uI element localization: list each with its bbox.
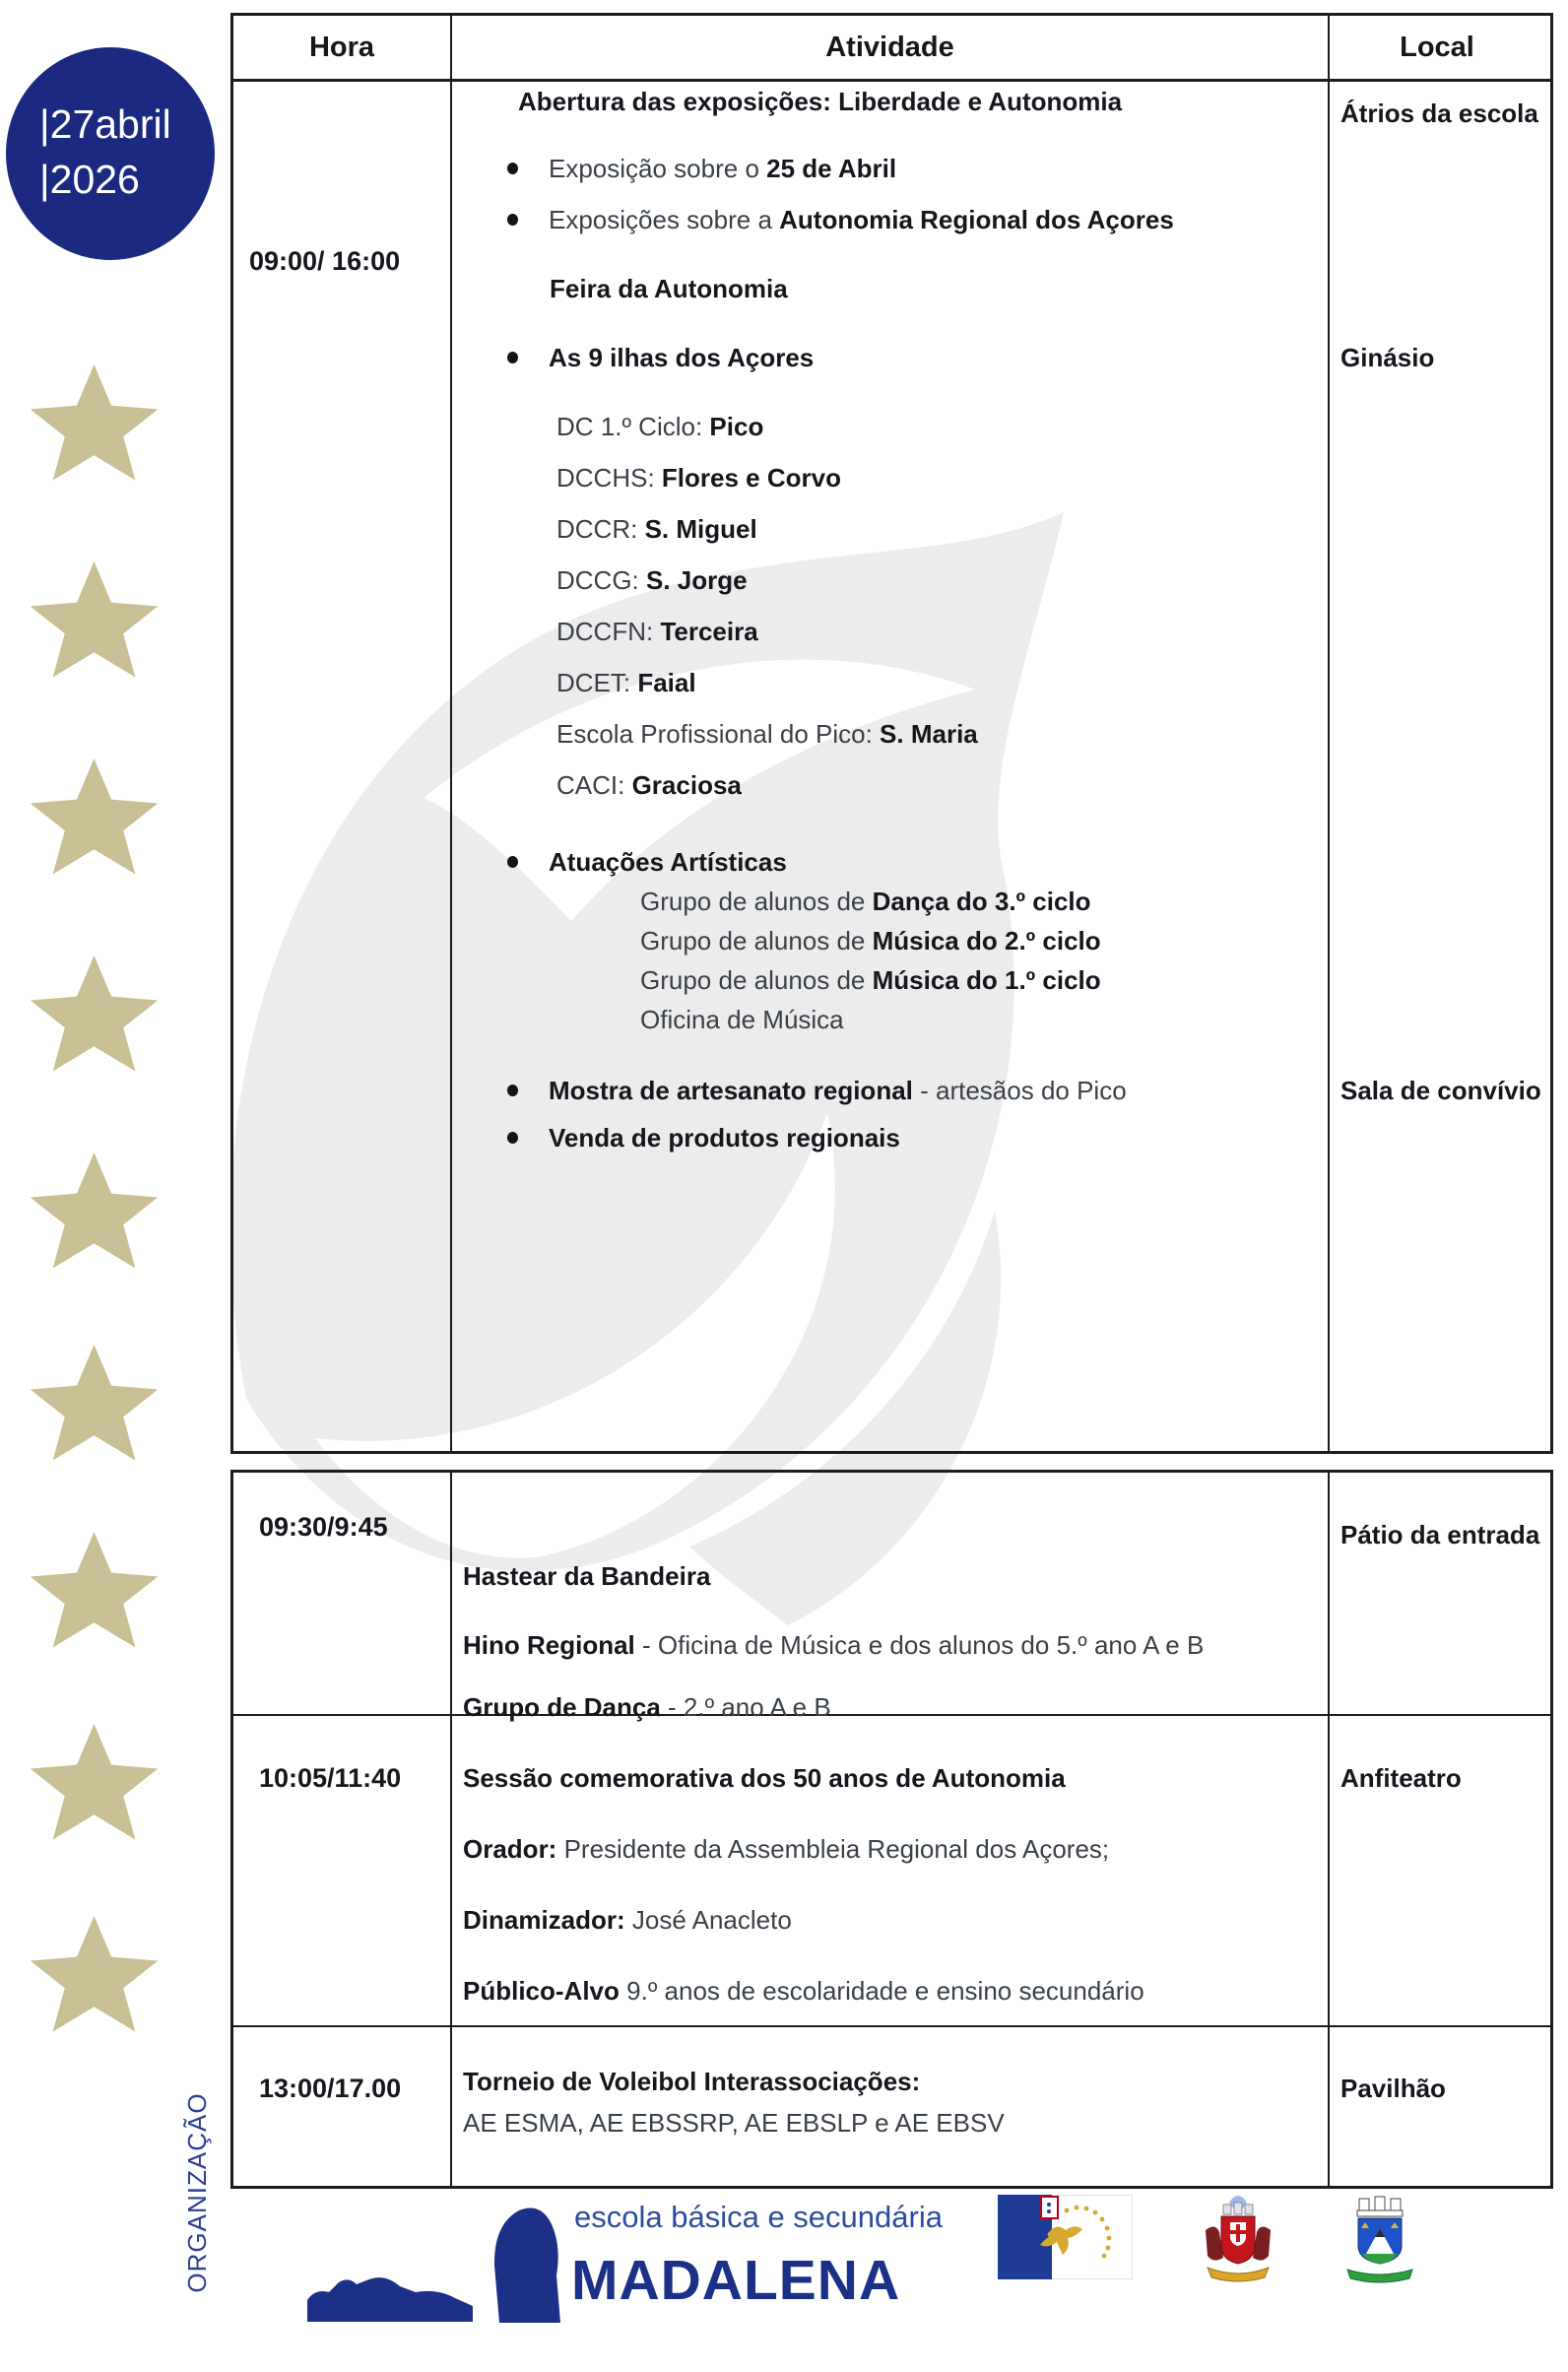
session4-time: 13:00/17.00 [259, 2074, 402, 2103]
activity-torneio-equipas: AE ESMA, AE EBSSRP, AE EBSLP e AE EBSV [463, 2108, 1005, 2138]
header-hora: Hora [308, 32, 375, 63]
star-icon [28, 1153, 161, 1271]
activity-grupo-musica1: Grupo de alunos de Música do 1.º ciclo [640, 965, 1101, 995]
school-name: MADALENA [571, 2249, 901, 2312]
header-atividade: Atividade [825, 32, 954, 63]
bullet-icon [507, 214, 518, 226]
activity-venda-produtos: Venda de produtos regionais [507, 1123, 900, 1153]
local-atrios: Átrios da escola [1340, 99, 1538, 128]
row-divider [233, 1714, 1550, 1716]
column-divider [1328, 1473, 1330, 2186]
header-divider [233, 79, 1550, 82]
star-icon [28, 561, 161, 680]
activity-torneio-voleibol: Torneio de Voleibol Interassociações: [463, 2067, 921, 2096]
madalena-municipality-coat-of-arms [1200, 2189, 1276, 2283]
activity-grupo-danca3: Grupo de alunos de Dança do 3.º ciclo [640, 887, 1091, 916]
activity-expo-25abril: Exposição sobre o 25 de Abril [507, 154, 896, 184]
star-icon [28, 1345, 161, 1463]
star-icon [28, 1532, 161, 1650]
star-icon [28, 1724, 161, 1842]
activity-dccfn: DCCFN: Terceira [556, 617, 758, 646]
local-sala: Sala de convívio [1340, 1076, 1541, 1105]
activity-caci: CACI: Graciosa [556, 770, 742, 800]
school-logo-island-icon [305, 2261, 475, 2322]
column-divider [450, 1473, 452, 2186]
local-patio: Pátio da entrada [1340, 1520, 1540, 1549]
activity-dcchs: DCCHS: Flores e Corvo [556, 463, 841, 493]
date-year: |2026 [39, 157, 140, 202]
activity-dccr: DCCR: S. Miguel [556, 514, 757, 544]
activity-escola-profissional: Escola Profissional do Pico: S. Maria [556, 719, 978, 749]
activity-grupo-danca: Grupo de Dança - 2.º ano A e B [463, 1692, 831, 1722]
star-icon [28, 758, 161, 877]
parish-coat-of-arms [1338, 2189, 1422, 2283]
session3-time: 10:05/11:40 [259, 1763, 402, 1793]
local-pavilhao: Pavilhão [1340, 2074, 1446, 2103]
activity-publico-alvo: Público-Alvo 9.º anos de escolaridade e ensino secundário [463, 1976, 1144, 2006]
activity-mostra-artesanato: Mostra de artesanato regional - artesãos do Pico [507, 1076, 1127, 1106]
activity-sessao-comemorativa: Sessão comemorativa dos 50 anos de Autonomia [463, 1763, 1066, 1793]
date-badge [6, 47, 215, 260]
activity-atuacoes: Atuações Artísticas [507, 847, 787, 878]
bullet-icon [507, 352, 518, 363]
header-local: Local [1400, 32, 1474, 63]
activity-feira: Feira da Autonomia [550, 274, 788, 303]
school-logo-monolith-icon [488, 2205, 566, 2323]
schedule-table-afternoon [230, 1470, 1553, 2189]
activity-hastear-bandeira: Hastear da Bandeira [463, 1561, 711, 1591]
column-divider [450, 16, 452, 1451]
local-anfiteatro: Anfiteatro [1340, 1763, 1462, 1793]
date-day: |27abril [39, 101, 171, 147]
bullet-icon [507, 1132, 518, 1144]
session2-time: 09:30/9:45 [259, 1512, 388, 1542]
organization-label: ORGANIZAÇÃO [182, 2092, 212, 2293]
activity-dinamizador: Dinamizador: José Anacleto [463, 1905, 792, 1935]
star-icon [28, 364, 161, 483]
activity-expo-autonomia: Exposições sobre a Autonomia Regional dos Açores [507, 205, 1174, 235]
star-icon [28, 955, 161, 1074]
activity-hino-regional: Hino Regional - Oficina de Música e dos alunos do 5.º ano A e B [463, 1630, 1205, 1660]
activity-dcet: DCET: Faial [556, 668, 696, 697]
bullet-icon [507, 163, 518, 174]
school-subtitle: escola básica e secundária [574, 2200, 943, 2234]
activity-9-ilhas: As 9 ilhas dos Açores [507, 343, 814, 373]
column-divider [1328, 16, 1330, 1451]
activity-title: Abertura das exposições: Liberdade e Autonomia [518, 87, 1123, 116]
activity-dccg: DCCG: S. Jorge [556, 565, 748, 595]
bullet-icon [507, 856, 518, 868]
session1-time: 09:00/ 16:00 [249, 246, 401, 276]
activity-orador: Orador: Presidente da Assembleia Regional dos Açores; [463, 1834, 1110, 1864]
star-icon [28, 1916, 161, 2034]
bullet-icon [507, 1085, 518, 1096]
activity-grupo-musica2: Grupo de alunos de Música do 2.º ciclo [640, 926, 1101, 955]
activity-dc-pico: DC 1.º Ciclo: Pico [556, 412, 764, 441]
activity-oficina-musica: Oficina de Música [640, 1005, 844, 1034]
local-ginasio: Ginásio [1340, 343, 1435, 372]
row-divider [233, 2025, 1550, 2027]
azores-flag [998, 2195, 1133, 2279]
schedule-table-morning [230, 13, 1553, 1454]
